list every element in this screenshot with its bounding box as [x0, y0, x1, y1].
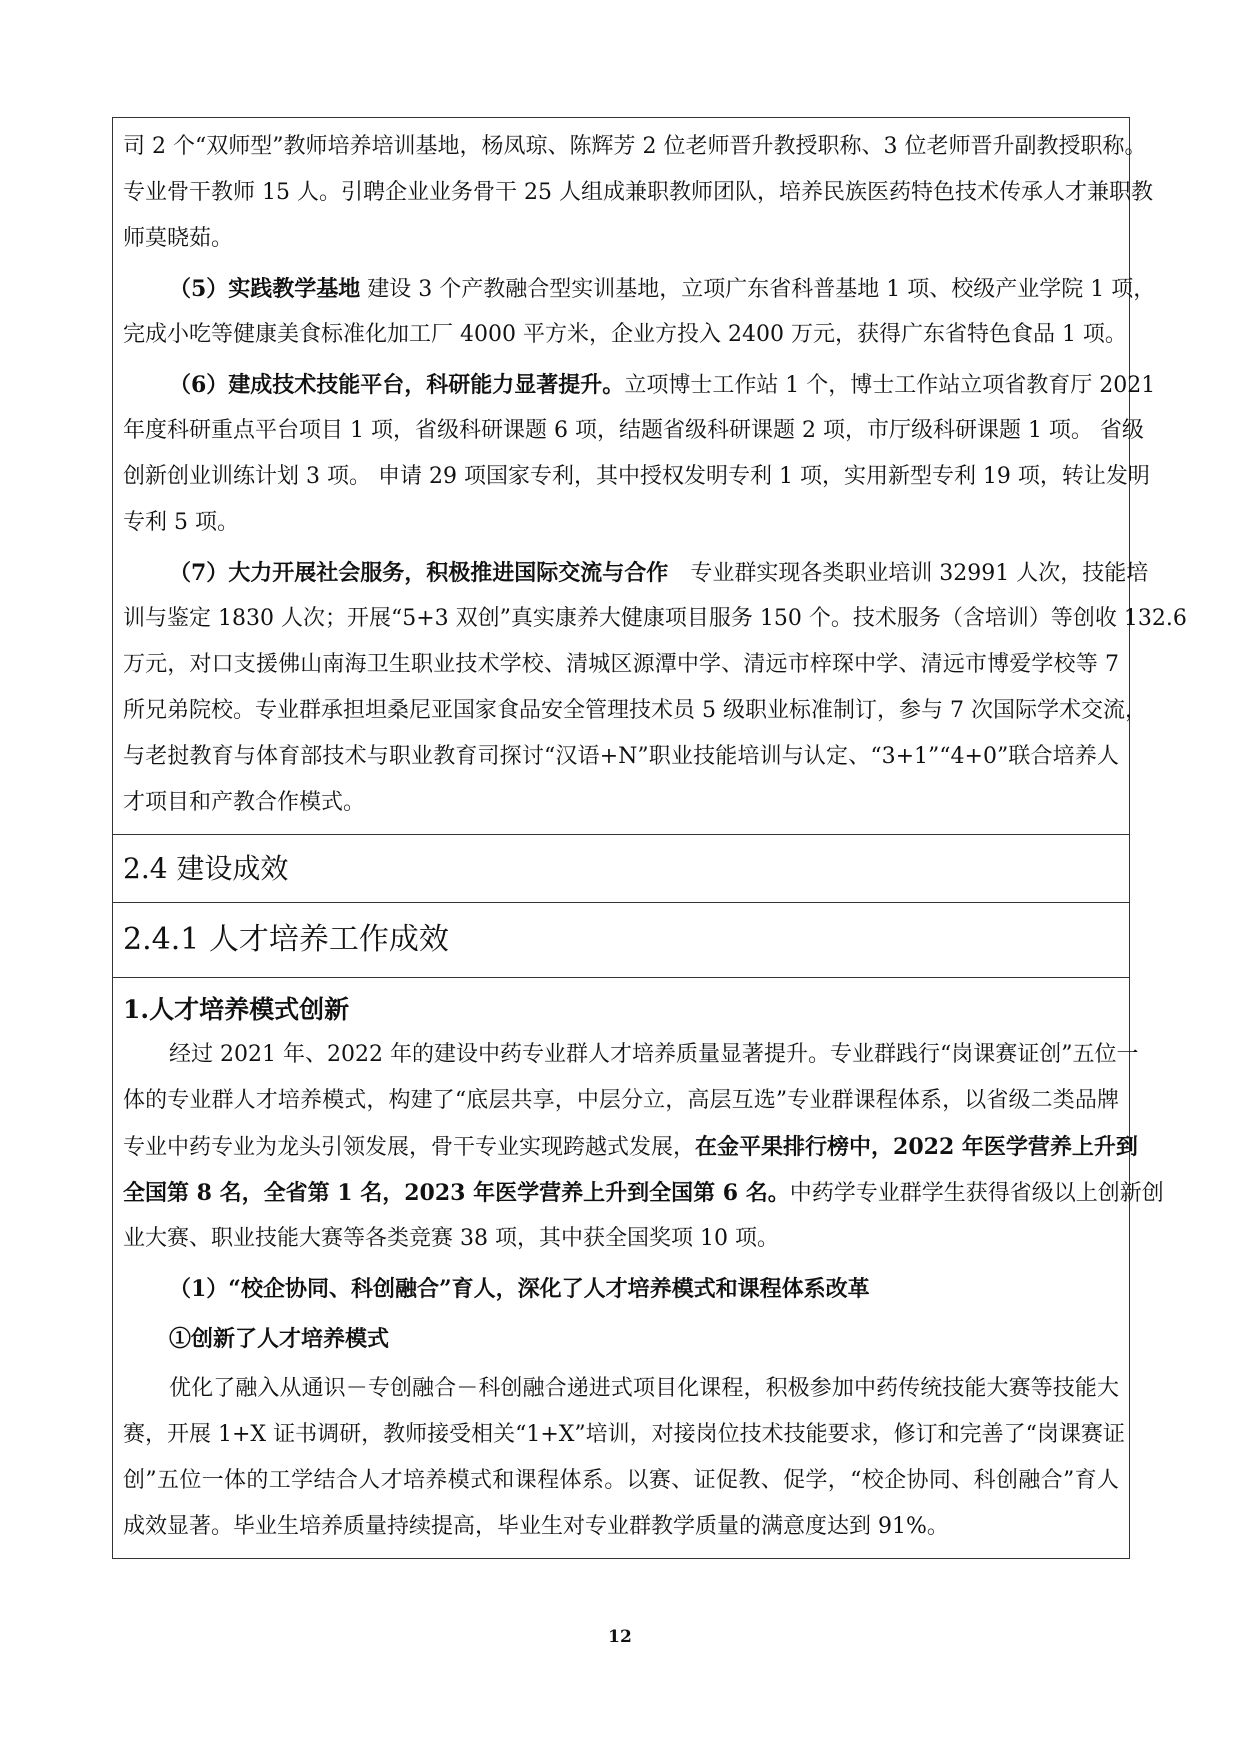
text-line	[123, 1316, 1119, 1362]
text: 创新创业训练计划 3 项。 申请 29 项国家专利，其中授权发明专利 1 项，实用新型专利 19 项，转让发明	[123, 464, 1150, 489]
text: 创”五位一体的工学结合人才培养模式和课程体系。以赛、证促教、促学，“校企协同、科创融合”育人	[123, 1468, 1119, 1493]
text: 万元，对口支援佛山南海卫生职业技术学校、清城区源潭中学、清远市梓琛中学、清远市博爱学校等 7	[123, 652, 1119, 677]
text: 专业骨干教师 15 人。引聘企业业务骨干 25 人组成兼职教师团队，培养民族医药特色技术传承人才兼职教	[123, 180, 1153, 205]
text-line	[123, 1032, 1139, 1078]
text: 经过 2021 年、2022 年的建设中药专业群人才培养质量显著提升。专业群践行“岗课赛证创”五位一	[169, 1042, 1139, 1067]
text-line	[123, 454, 1150, 500]
text: 成效显著。毕业生培养质量持续提高，毕业生对专业群教学质量的满意度达到 91%。	[123, 1514, 949, 1539]
page-number: 12	[608, 1627, 632, 1647]
cell-construction-content	[113, 118, 1187, 834]
text-line	[123, 1412, 1125, 1458]
text-line	[123, 1504, 1119, 1550]
text: 体的专业群人才培养模式，构建了“底层共享，中层分立，高层互选”专业群课程体系，以省级二类品牌	[123, 1088, 1119, 1113]
bold-text: （1）“校企协同、科创融合”育人，深化了人才培养模式和课程体系改革	[169, 1276, 870, 1302]
text-line	[123, 312, 1127, 358]
text: 完成小吃等健康美食标准化加工厂 4000 平方米，企业方投入 2400 万元，获得广东省特色食品 1 项。	[123, 322, 1127, 347]
text-line	[123, 688, 1147, 734]
bold-text: （5）实践教学基地	[169, 276, 361, 302]
text-line	[123, 734, 1119, 780]
text: 才项目和产教合作模式。	[123, 790, 366, 815]
text: 专业群实现各类职业培训 32991 人次，技能培	[668, 561, 1149, 586]
text: 建设 3 个产教融合型实训基地，立项广东省科普基地 1 项、校级产业学院 1 项，	[360, 277, 1156, 302]
cell-talent-training	[113, 977, 1164, 1558]
text: 专利 5 项。	[123, 510, 239, 535]
heading-2-4-1: 2.4.1 人才培养工作成效	[113, 902, 1129, 977]
text-line	[123, 1366, 1119, 1412]
text: 与老挝教育与体育部技术与职业教育司探讨“汉语+N”职业技能培训与认定、“3+1”“4+0”联合培养人	[123, 744, 1119, 769]
text-line	[123, 1078, 1119, 1124]
text-line	[123, 170, 1153, 216]
text-line	[123, 1170, 1164, 1216]
text-line	[123, 780, 1119, 826]
text-line	[123, 124, 1147, 170]
text: 中药学专业群学生获得省级以上创新创	[789, 1181, 1164, 1206]
text: 所兄弟院校。专业群承担坦桑尼亚国家食品安全管理技术员 5 级职业标准制订，参与 7 次国际学术交流，	[123, 698, 1147, 723]
text-line	[123, 1266, 1119, 1312]
text: 年度科研重点平台项目 1 项，省级科研课题 6 项，结题省级科研课题 2 项，市厅级科研课题 1 项。 省级	[123, 418, 1144, 443]
text-line	[123, 596, 1187, 642]
text-line	[123, 550, 1149, 596]
text-line	[123, 266, 1156, 312]
bold-text: （7）大力开展社会服务，积极推进国际交流与合作	[169, 560, 669, 586]
content-table	[112, 117, 1187, 1559]
bold-text: 全国第 8 名，全省第 1 名，2023 年医学营养上升到全国第 6 名。	[123, 1180, 790, 1206]
bold-text: 在金平果排行榜中，2022 年医学营养上升到	[695, 1134, 1138, 1160]
text: 立项博士工作站 1 个，博士工作站立项省教育厅 2021	[624, 373, 1156, 398]
heading-2-4: 2.4 建设成效	[113, 834, 1129, 902]
text-line	[123, 408, 1144, 454]
text: 赛，开展 1+X 证书调研，教师接受相关“1+X”培训，对接岗位技术技能要求，修订和完善了“岗课赛证	[123, 1422, 1125, 1447]
text: 师莫晓茹。	[123, 226, 234, 251]
text-line	[123, 642, 1119, 688]
text-line	[123, 1458, 1119, 1504]
text: 训与鉴定 1830 人次；开展“5+3 双创”真实康养大健康项目服务 150 个。技术服务（含培训）等创收 132.6	[123, 606, 1187, 631]
text-line	[123, 1216, 1119, 1262]
text-line	[123, 500, 1119, 546]
text-line	[123, 216, 1119, 262]
heading-talent-mode-innovation: 1.人才培养模式创新	[123, 995, 350, 1024]
text: 业大赛、职业技能大赛等各类竞赛 38 项，其中获全国奖项 10 项。	[123, 1226, 779, 1251]
bold-text: （6）建成技术技能平台，科研能力显著提升。	[169, 372, 625, 398]
text-line	[123, 1124, 1138, 1170]
bold-text: ①创新了人才培养模式	[169, 1326, 390, 1352]
text: 司 2 个“双师型”教师培养培训基地，杨凤琼、陈辉芳 2 位老师晋升教授职称、3 位老师晋升副教授职称。	[123, 134, 1147, 159]
text: 优化了融入从通识－专创融合－科创融合递进式项目化课程，积极参加中药传统技能大赛等技能大	[169, 1376, 1119, 1401]
text-line	[123, 362, 1156, 408]
text: 专业中药专业为龙头引领发展，骨干专业实现跨越式发展，	[123, 1135, 696, 1160]
